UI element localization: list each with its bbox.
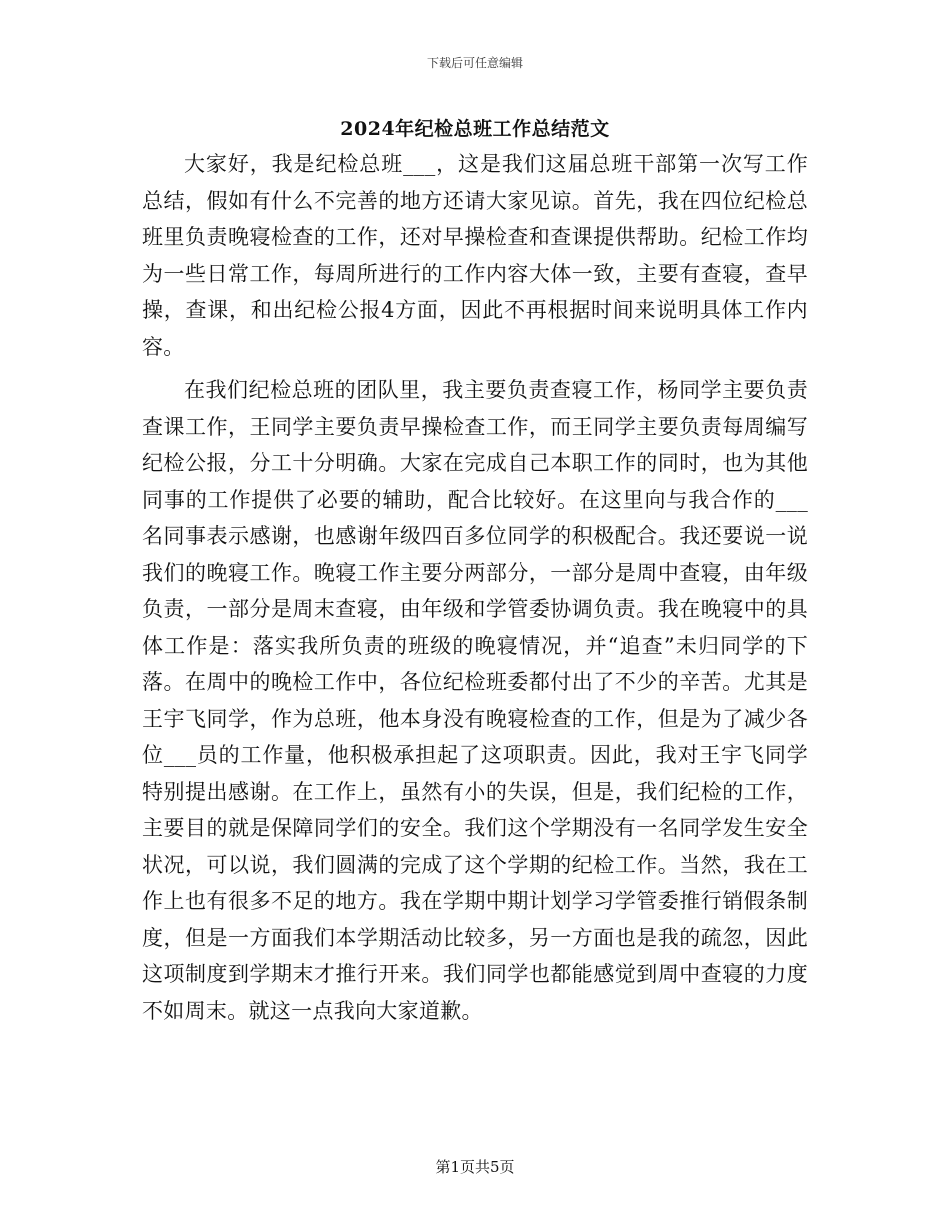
header-note: 下载后可任意编辑 [426, 56, 523, 70]
document-title: 2024年纪检总班工作总结范文 [340, 118, 610, 140]
paragraph-1: 大家好，我是纪检总班___，这是我们这届总班干部第一次写工作总结，假如有什么不完善的地方还请大家见谅。首先，我在四位纪检总班里负责晚寝检查的工作，还对早操检查和查课提供帮助。纪检工作均为一些日常工作，每周所进行的工作内容大体一致，主要有查寝，查早操，查课，和出纪检公报4方面，因此不再根据时间来说明具体工作内容。 [142, 152, 808, 359]
document-body [142, 146, 808, 1029]
paragraph-2: 在我们纪检总班的团队里，我主要负责查寝工作，杨同学主要负责查课工作，王同学主要负责早操检查工作，而王同学主要负责每周编写纪检公报，分工十分明确。大家在完成自己本职工作的同时，也为其他同事的工作提供了必要的辅助，配合比较好。在这里向与我合作的___名同事表示感谢，也感谢年级四百多位同学的积极配合。我还要说一说我们的晚寝工作。晚寝工作主要分两部分，一部分是周中查寝，由年级负责，一部分是周末查寝，由年级和学管委协调负责。我在晚寝中的具体工作是：落实我所负责的班级的晚寝情况，并“追查”未归同学的下落。在周中的晚检工作中，各位纪检班委都付出了不少的辛苦。尤其是王宇飞同学，作为总班，他本身没有晚寝检查的工作，但是为了减少各位___员的工作量，他积极承担起了这项职责。因此，我对王宇飞同学特别提出感谢。在工作上，虽然有小的失误，但是，我们纪检的工作，主要目的就是保障同学们的安全。我们这个学期没有一名同学发生安全状况，可以说，我们圆满的完成了这个学期的纪检工作。当然，我在工作上也有很多不足的地方。我在学期中期计划学习学管委推行销假条制度，但是一方面我们本学期活动比较多，另一方面也是我的疏忽，因此这项制度到学期末才推行开来。我们同学也都能感觉到周中查寝的力度不如周末。就这一点我向大家道歉。 [142, 378, 808, 1023]
page-footer: 第1页共5页 [435, 1158, 515, 1176]
